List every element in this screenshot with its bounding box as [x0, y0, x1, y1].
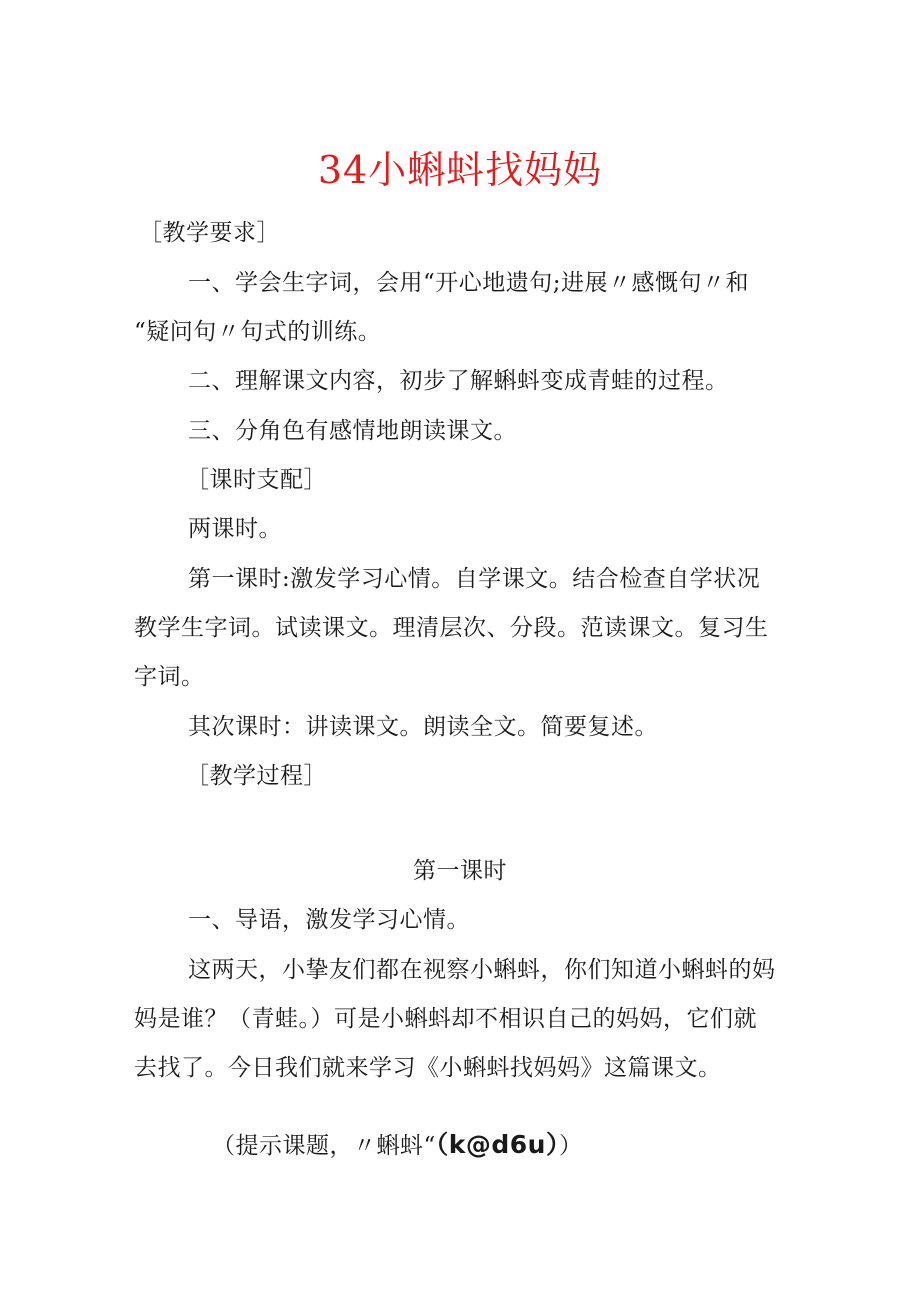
paragraph-1-line-1: 这两天，小挚友们都在视察小蝌蚪，你们知道小蝌蚪的妈 — [188, 957, 776, 983]
hint-line — [212, 1130, 582, 1161]
section-heading-process: ［教学过程］ — [186, 763, 327, 789]
requirement-3: 三、分角色有感情地朗读课文。 — [188, 418, 517, 444]
schedule-lesson-1-line-2: 教学生字词。试读课文。理清层次、分段。范读课文。复习生 — [134, 615, 769, 641]
section-heading-requirements: ［教学要求］ — [139, 220, 280, 246]
requirement-1-line-1: 一、学会生字词，会用“开心地遗句;进展〃感慨句〃和 — [188, 270, 750, 296]
schedule-lesson-2: 其次课时：讲读课文。朗读全文。简要复述。 — [188, 714, 658, 740]
step-1: 一、导语，激发学习心情。 — [188, 907, 470, 933]
requirement-2: 二、理解课文内容，初步了解蝌蚪变成青蛙的过程。 — [188, 368, 729, 394]
schedule-lesson-1-line-1: 第一课时:激发学习心情。自学课文。结合检查自学状况 — [188, 566, 761, 592]
paragraph-1-line-2: 妈是谁？（青蛙。）可是小蝌蚪却不相识自己的妈妈，它们就 — [134, 1006, 757, 1032]
lesson-heading: 第一课时 — [413, 858, 507, 884]
paragraph-1-line-3: 去找了。今日我们就来学习《小蝌蚪找妈妈》这篇课文。 — [134, 1055, 722, 1081]
hint-pinyin: （k@d6u） — [435, 1130, 559, 1159]
schedule-total: 两课时。 — [188, 516, 282, 542]
schedule-lesson-1-line-3: 字词。 — [134, 664, 205, 690]
page-title: 34小蝌蚪找妈妈 — [317, 148, 603, 192]
hint-suffix: ） — [558, 1133, 583, 1159]
section-heading-schedule: ［课时支配］ — [186, 467, 327, 493]
requirement-1-line-2: “疑问句〃句式的训练。 — [134, 319, 382, 345]
hint-prefix: （提示课题，〃蝌蚪“ — [212, 1133, 436, 1159]
